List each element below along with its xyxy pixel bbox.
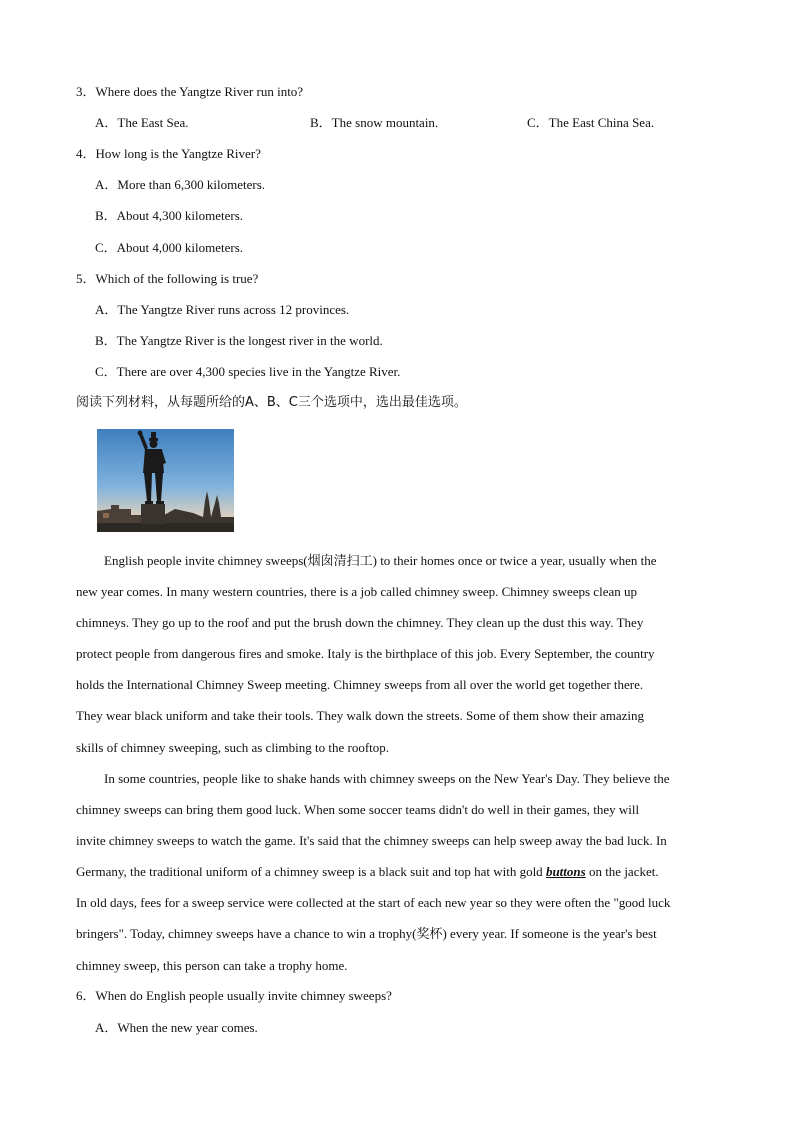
p1-line-6: They wear black uniform and take their tools. They walk down the streets. Some of them show their amazing <box>76 708 644 724</box>
p2-line-4-after: on the jacket. <box>585 864 659 880</box>
question-5: 5．Which of the following is true? <box>76 271 259 286</box>
p2-line-1: In some countries, people like to shake hands with chimney sweeps on the New Year's Day. They believe the <box>104 771 670 786</box>
passage-paragraph-2 <box>76 763 748 981</box>
passage-paragraph-1 <box>76 545 748 763</box>
emphasized-word-buttons: buttons <box>545 864 586 880</box>
reading-instruction: 阅读下列材料，从每题所给的A、B、C三个选项中，选出最佳选项。 <box>76 395 467 410</box>
p1-line-1: English people invite chimney sweeps(烟囱清扫工) to their homes once or twice a year, usually when the <box>104 553 657 568</box>
q4-option-a: A．More than 6,300 kilometers. <box>95 177 266 192</box>
p1-line-2: new year comes. In many western countries, there is a job called chimney sweep. Chimney sweeps clean up <box>76 584 637 600</box>
p2-line-5: In old days, fees for a sweep service were collected at the start of each new year so they were often the "good luck <box>76 895 671 911</box>
p1-line-7: skills of chimney sweeping, such as climbing to the rooftop. <box>76 739 390 755</box>
p2-line-3: invite chimney sweeps to watch the game. It's said that the chimney sweeps can help sweep away the bad luck. In <box>76 833 667 849</box>
question-3: 3．Where does the Yangtze River run into? <box>76 84 304 99</box>
p2-line-4 <box>76 856 748 887</box>
p2-line-6: bringers". Today, chimney sweeps have a chance to win a trophy(奖杯) every year. If someone is the year's best <box>76 926 657 942</box>
p1-line-5: holds the International Chimney Sweep meeting. Chimney sweeps from all over the world get together there. <box>76 677 644 693</box>
p2-line-7: chimney sweep, this person can take a trophy home. <box>76 957 348 973</box>
p1-line-4: protect people from dangerous fires and smoke. Italy is the birthplace of this job. Every September, the country <box>76 646 655 662</box>
q3-option-a: A．The East Sea. <box>95 115 189 130</box>
q6-option-a: A．When the new year comes. <box>95 1020 258 1035</box>
p1-line-3: chimneys. They go up to the roof and put the brush down the chimney. They clean up the dust this way. They <box>76 615 644 631</box>
chimney-sweep-photo <box>97 429 234 532</box>
p2-line-4-before: Germany, the traditional uniform of a chimney sweep is a black suit and top hat with gold <box>76 864 546 880</box>
question-6: 6．When do English people usually invite chimney sweeps? <box>76 988 392 1003</box>
question-4: 4．How long is the Yangtze River? <box>76 146 261 161</box>
q3-option-c: C．The East China Sea. <box>527 115 655 130</box>
q4-option-b: B．About 4,300 kilometers. <box>95 208 244 223</box>
q5-option-b: B．The Yangtze River is the longest river in the world. <box>95 333 383 348</box>
q5-option-a: A．The Yangtze River runs across 12 provinces. <box>95 302 350 317</box>
question-3-options <box>0 115 794 131</box>
q5-option-c: C．There are over 4,300 species live in the Yangtze River. <box>95 364 401 379</box>
q4-option-c: C．About 4,000 kilometers. <box>95 240 244 255</box>
p2-line-2: chimney sweeps can bring them good luck. When some soccer teams didn't do well in their games, they will <box>76 802 640 818</box>
q3-option-b: B．The snow mountain. <box>310 115 439 130</box>
